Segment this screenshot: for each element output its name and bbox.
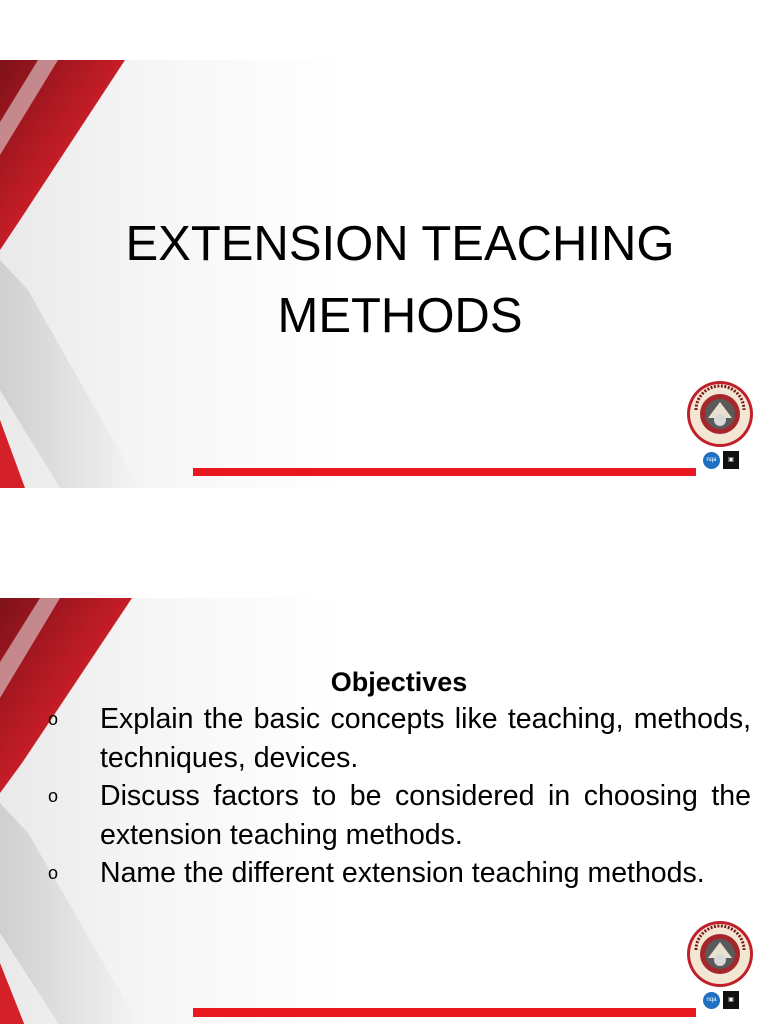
list-item bbox=[48, 854, 751, 893]
bullet-icon: o bbox=[48, 786, 59, 806]
list-item bbox=[48, 777, 751, 854]
objective-text: Name the different extension teaching methods. bbox=[100, 857, 705, 889]
bullet-icon: o bbox=[48, 709, 59, 729]
slide-objectives bbox=[0, 598, 768, 1024]
certification-badges bbox=[703, 990, 743, 1010]
objectives-list bbox=[48, 700, 751, 893]
footer-red-bar bbox=[193, 1008, 696, 1017]
footer-red-bar bbox=[193, 468, 696, 476]
nqa-badge-icon: nqa bbox=[703, 452, 720, 469]
list-item bbox=[48, 700, 751, 777]
title-line-2: METHODS bbox=[277, 289, 523, 343]
cert-badge-icon: ▣ bbox=[723, 451, 739, 469]
cert-badge-icon: ▣ bbox=[723, 991, 739, 1009]
university-seal-logo bbox=[686, 920, 754, 988]
objectives-heading: Objectives bbox=[330, 667, 468, 697]
bullet-icon: o bbox=[48, 863, 59, 883]
objective-text: Discuss factors to be considered in choosing the extension teaching methods. bbox=[100, 780, 751, 851]
title-line-1: EXTENSION TEACHING bbox=[125, 217, 675, 271]
university-seal-logo bbox=[686, 380, 754, 448]
objective-text: Explain the basic concepts like teaching, methods, techniques, devices. bbox=[100, 703, 751, 774]
slide-title-text bbox=[40, 208, 760, 352]
nqa-badge-icon: nqa bbox=[703, 992, 720, 1009]
slide-title bbox=[0, 60, 768, 488]
certification-badges bbox=[703, 450, 743, 470]
